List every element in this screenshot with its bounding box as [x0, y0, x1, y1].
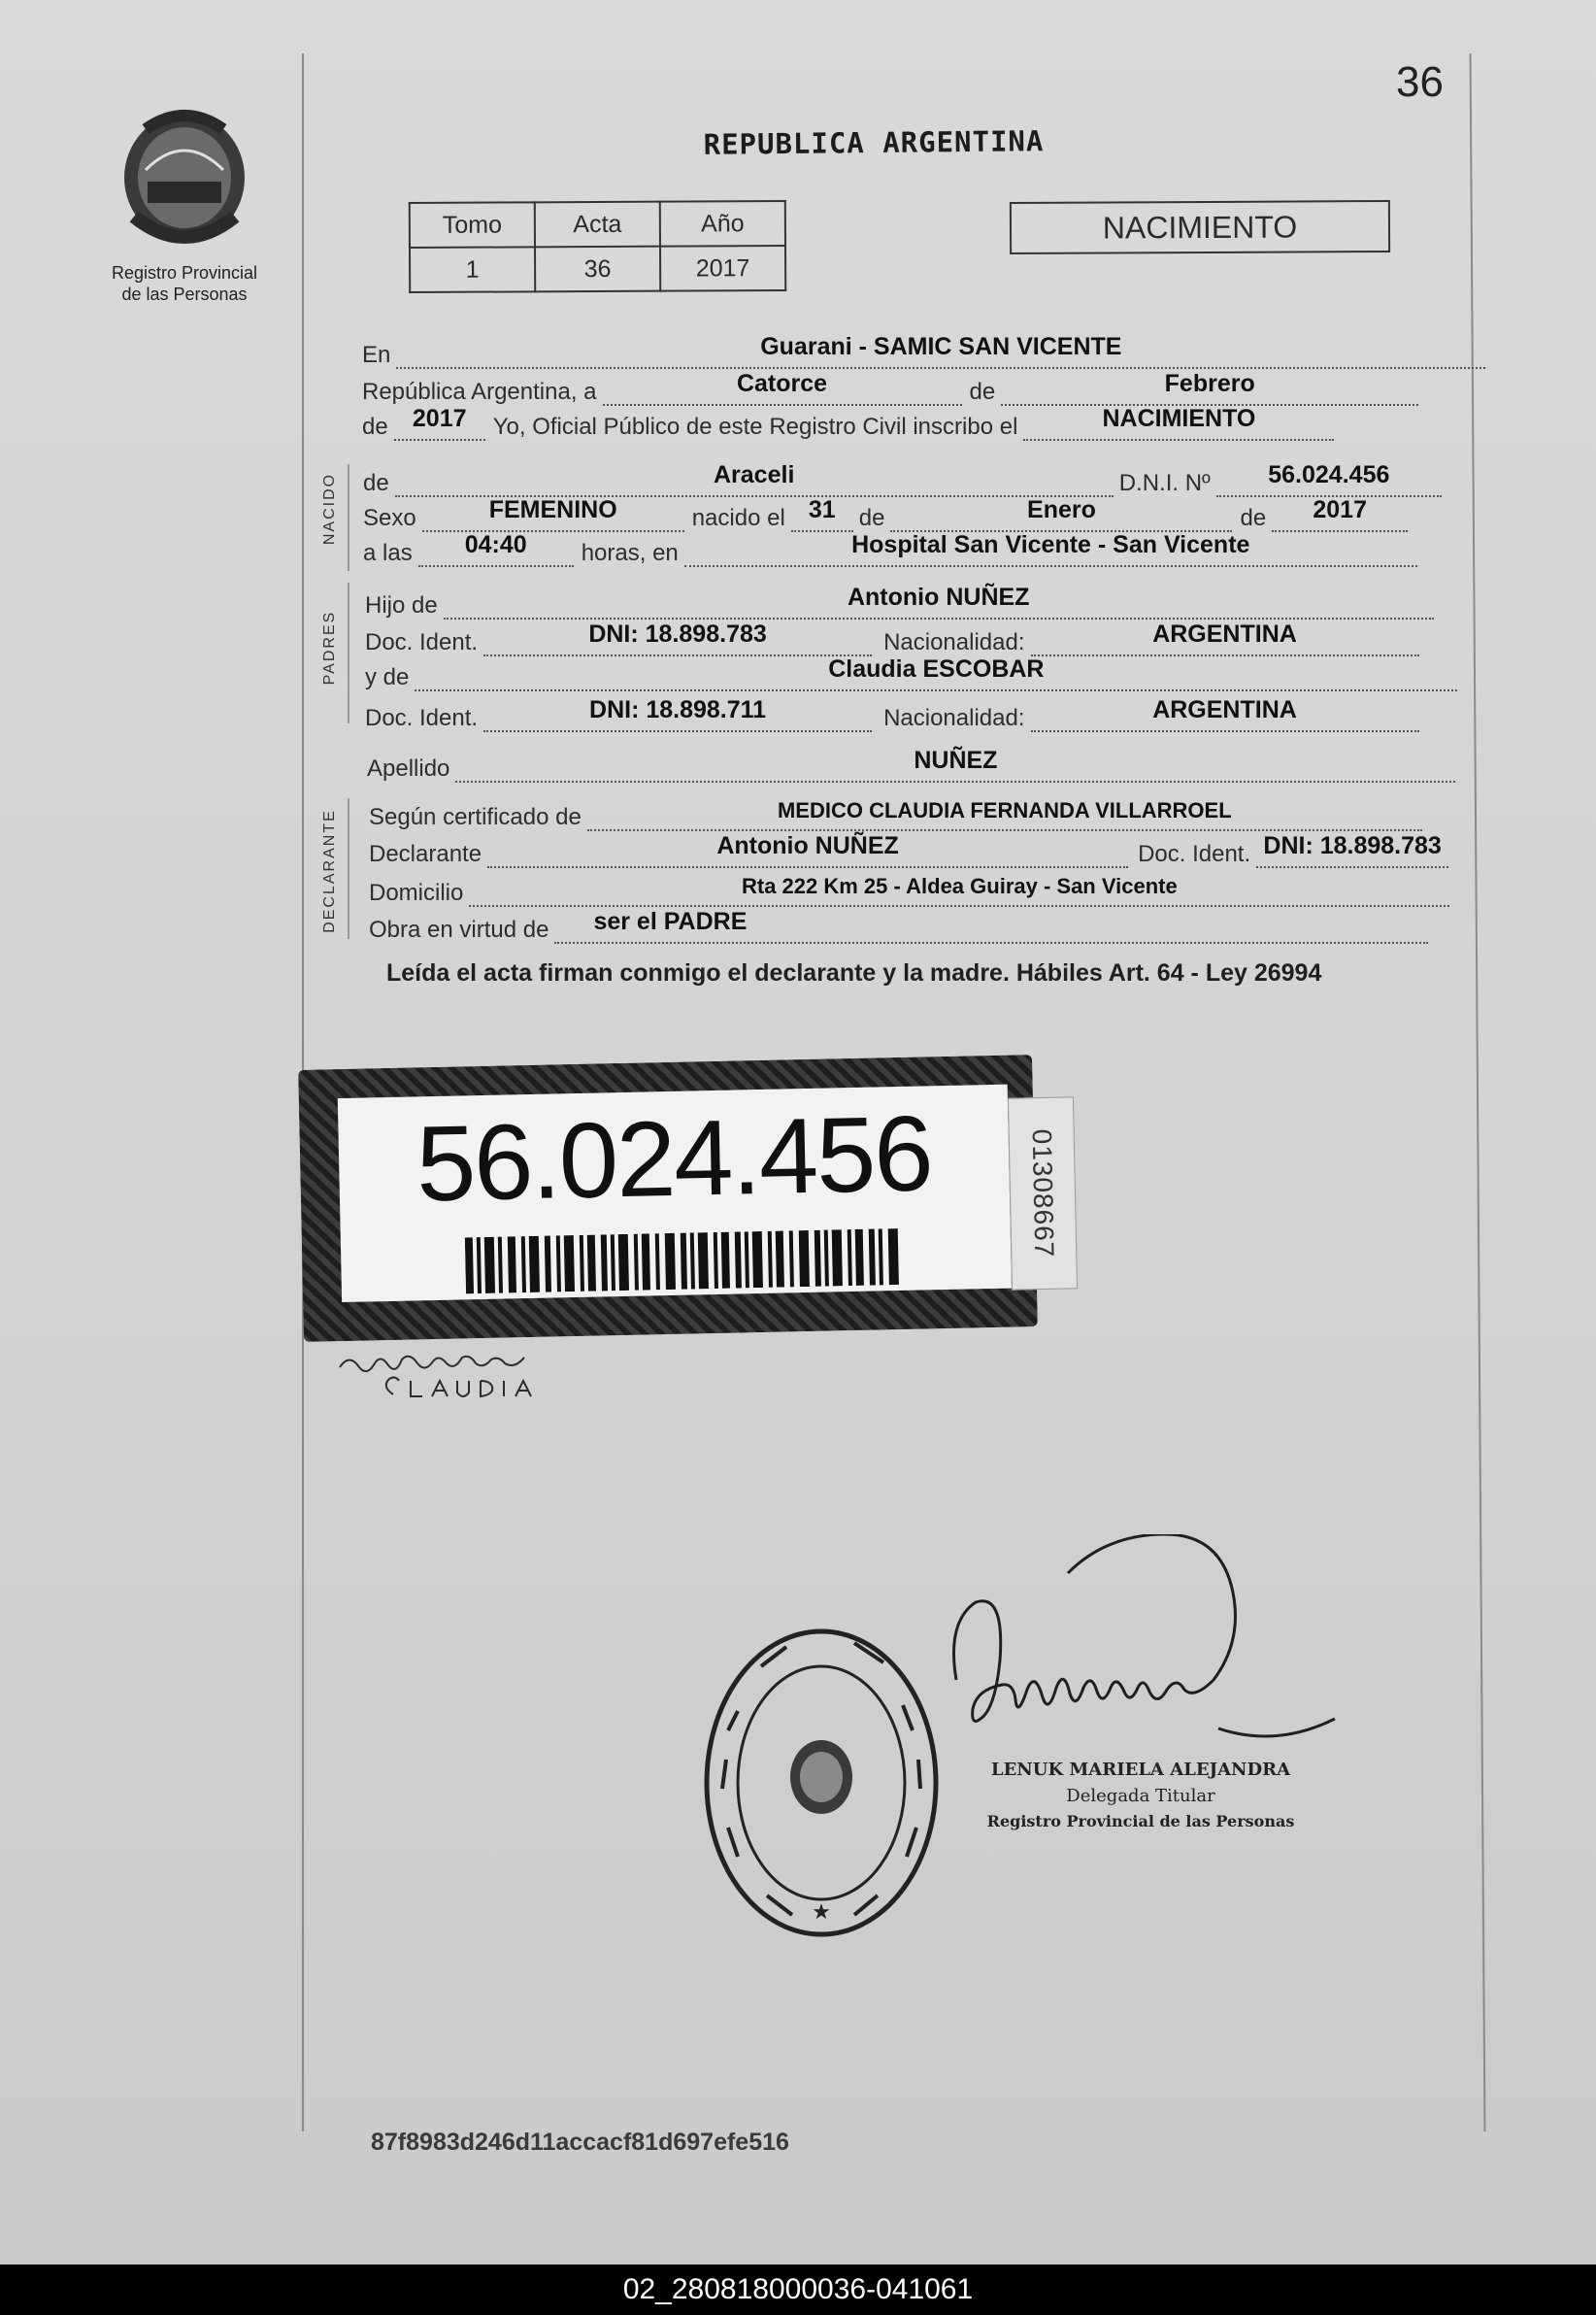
- acta-header-tomo: Tomo: [410, 202, 535, 248]
- signer-role: Delegada Titular: [1066, 1786, 1215, 1806]
- nacido-bracket: [348, 464, 349, 571]
- dni-sticker: [298, 1055, 1038, 1342]
- signer-office: Registro Provincial de las Personas: [986, 1812, 1295, 1830]
- place-value: Guarani - SAMIC SAN VICENTE: [760, 333, 1122, 360]
- row-certificate: Según certificado de MEDICO CLAUDIA FERNANDA VILLARROEL: [369, 798, 1422, 831]
- row-father-doc: Doc. Ident. DNI: 18.898.783 Nacionalidad: ARGENTINA: [365, 623, 1419, 656]
- barcode-icon: [465, 1228, 903, 1293]
- row-obra: Obra en virtud de ser el PADRE: [369, 911, 1428, 944]
- padres-bracket: [348, 583, 349, 723]
- sticker-side-code: 01308667: [1026, 1128, 1060, 1258]
- birth-time-value: 04:40: [464, 531, 527, 558]
- birth-year-value: 2017: [1313, 496, 1367, 523]
- day-words-value: Catorce: [736, 370, 828, 397]
- acta-table: [409, 200, 786, 293]
- signer-name: LENUK MARIELA ALEJANDRA: [990, 1760, 1291, 1780]
- certificate-value: MEDICO CLAUDIA FERNANDA VILLARROEL: [777, 798, 1232, 822]
- acta-header-ano: Año: [660, 201, 785, 247]
- record-kind-value: NACIMIENTO: [1102, 405, 1256, 432]
- row-domicilio: Domicilio Rta 222 Km 25 - Aldea Guiray - San Vicente: [369, 874, 1449, 907]
- misiones-seal-icon: [87, 102, 282, 257]
- acta-value-tomo: 1: [410, 247, 535, 292]
- father-doc-value: DNI: 18.898.783: [588, 621, 767, 648]
- official-stamp-icon: [699, 1624, 944, 1942]
- row-father: Hijo de Antonio NUÑEZ: [365, 587, 1434, 620]
- logo-caption: Registro Provincial de las Personas: [111, 263, 258, 304]
- mother-value: Claudia ESCOBAR: [828, 655, 1045, 683]
- row-apellido: Apellido NUÑEZ: [367, 750, 1455, 783]
- row-time-place: a las 04:40 horas, en Hospital San Vicente - San Vicente: [363, 534, 1417, 567]
- row-place: En Guarani - SAMIC SAN VICENTE: [362, 336, 1485, 369]
- year-value: 2017: [412, 405, 467, 432]
- nacido-section-label: NACIDO: [321, 472, 338, 546]
- row-sex-birth: Sexo FEMENINO nacido el 31 de Enero de 2017: [363, 499, 1408, 532]
- sticker-number: 56.024.456: [415, 1093, 933, 1225]
- declarante-value: Antonio NUÑEZ: [716, 832, 899, 859]
- handwritten-note: [335, 1338, 626, 1416]
- footer-caption: 02_280818000036-041061: [0, 2265, 1596, 2315]
- birth-day-value: 31: [808, 496, 836, 523]
- declarante-section-label: DECLARANTE: [321, 809, 338, 933]
- row-declarante: Declarante Antonio NUÑEZ Doc. Ident. DNI: 18.898.783: [369, 835, 1448, 868]
- child-dni-value: 56.024.456: [1268, 461, 1390, 488]
- acta-value-acta: 36: [535, 247, 660, 292]
- declarante-doc-value: DNI: 18.898.783: [1263, 832, 1442, 859]
- closing-text: Leída el acta firman conmigo el declarante y la madre. Hábiles Art. 64 - Ley 26994: [386, 959, 1322, 987]
- address-value: Rta 222 Km 25 - Aldea Guiray - San Vicente: [741, 874, 1178, 898]
- acta-header-acta: Acta: [535, 202, 660, 248]
- mother-doc-value: DNI: 18.898.711: [589, 696, 767, 723]
- row-mother: y de Claudia ESCOBAR: [365, 658, 1457, 691]
- row-child-name: de Araceli D.N.I. Nº 56.024.456: [363, 464, 1442, 497]
- page-number: 36: [1396, 58, 1444, 106]
- father-value: Antonio NUÑEZ: [847, 584, 1030, 611]
- provincial-logo: [87, 102, 282, 306]
- birth-month-value: Enero: [1027, 496, 1096, 523]
- row-mother-doc: Doc. Ident. DNI: 18.898.711 Nacionalidad: ARGENTINA: [365, 699, 1419, 732]
- svg-text:★: ★: [812, 1899, 831, 1924]
- signature: [947, 1534, 1451, 1767]
- sticker-side-tag: [1008, 1096, 1078, 1290]
- record-type-box: NACIMIENTO: [1010, 200, 1390, 254]
- row-date: República Argentina, a Catorce de Febrero: [362, 373, 1418, 406]
- declarante-bracket: [348, 798, 349, 939]
- sticker-label: [338, 1085, 1012, 1302]
- birth-place-value: Hospital San Vicente - San Vicente: [851, 531, 1250, 558]
- month-value: Febrero: [1164, 370, 1255, 397]
- mother-nationality-value: ARGENTINA: [1152, 696, 1297, 723]
- sex-value: FEMENINO: [488, 496, 617, 523]
- acta-value-ano: 2017: [660, 246, 785, 291]
- row-year: de 2017 Yo, Oficial Público de este Registro Civil inscribo el NACIMIENTO: [362, 408, 1334, 441]
- document-hash: 87f8983d246d11accacf81d697efe516: [371, 2129, 789, 2156]
- child-name-value: Araceli: [714, 461, 795, 488]
- reason-value: ser el PADRE: [593, 908, 748, 935]
- father-nationality-value: ARGENTINA: [1152, 621, 1297, 648]
- padres-section-label: PADRES: [321, 610, 338, 686]
- apellido-value: NUÑEZ: [914, 747, 998, 774]
- country-title: REPUBLICA ARGENTINA: [703, 124, 1045, 161]
- signature-block: [966, 1760, 1315, 1830]
